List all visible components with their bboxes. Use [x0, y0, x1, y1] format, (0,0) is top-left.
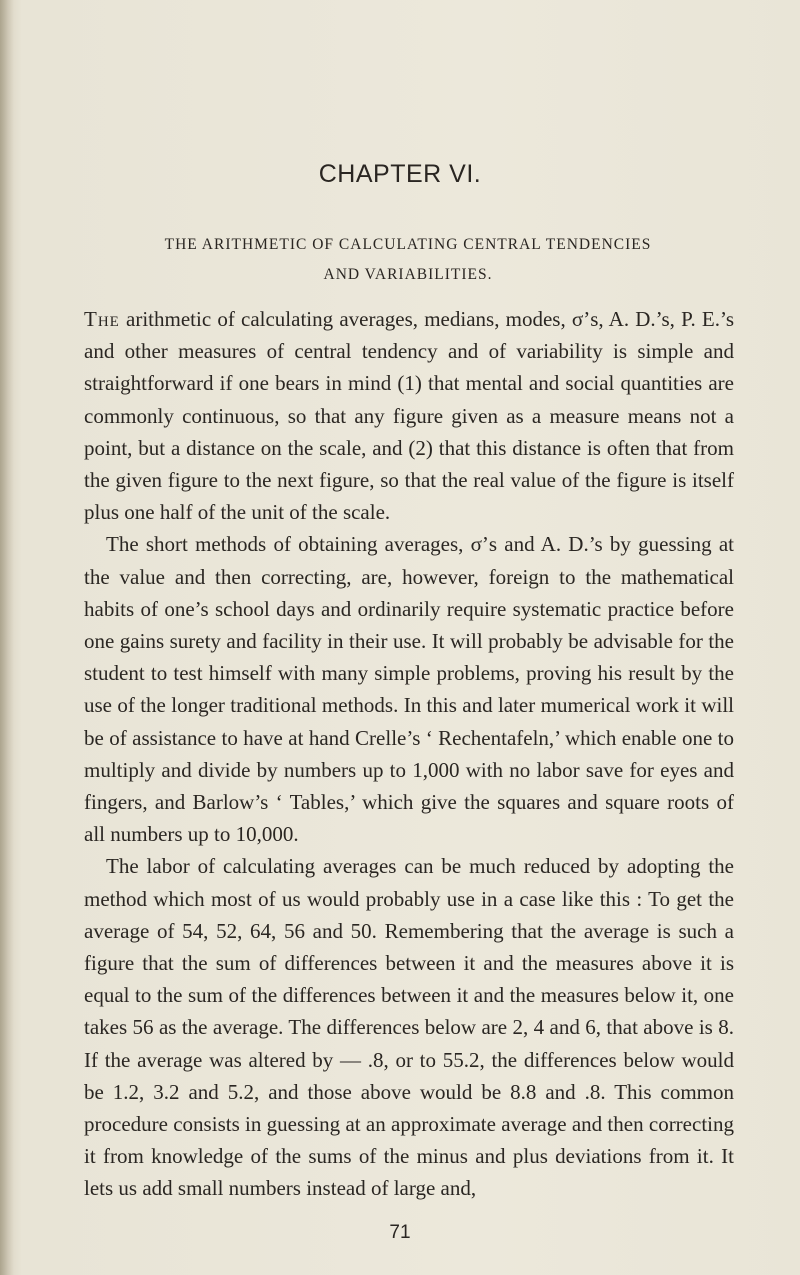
paragraph-3: The labor of calculating averages can be much reduced by adopting the method which most of us would probably use in a case like this : To get the average of 54, 52, 64, 56 and 50. Remembering that the average is such a figure that the sum of differences between it and the measures above it is equal to the sum of the differences between it and the measures below it, one takes 56 as the average. The differences below are 2, 4 and 6, that above is 8. If the average was altered by — .8, or to 55.2, the differences below would be 1.2, 3.2 and 5.2, and those above would be 8.8 and .8. This common procedure consists in guessing at an approximate average and then correcting it from knowledge of the sums of the minus and plus deviations from it. It lets us add small numbers instead of large and, [84, 854, 734, 1201]
paragraph-1-text: arithmetic of calculating averages, medians, modes, σ’s, A. D.’s, P. E.’s and other measures of central tendency and of variability is simple and straightforward if one bears in mind (1) that mental and social quantities are commonly continuous, so that any figure given as a measure means not a point, but a distance on the scale, and (2) that this distance is often that from the given figure to the next figure, so that the real value of the figure is itself plus one half of the unit of the scale. [84, 307, 734, 525]
section-title-line-1: THE ARITHMETIC OF CALCULATING CENTRAL TENDENCIES [164, 236, 652, 253]
page-number: 71 [389, 1222, 411, 1243]
paragraph-1 [84, 303, 734, 528]
section-title-line-2: AND VARIABILITIES. [323, 266, 493, 283]
body-text [84, 303, 734, 1205]
paragraph-1-lead: The [84, 307, 120, 331]
chapter-title: CHAPTER VI. [318, 160, 482, 188]
section-title [88, 230, 728, 290]
paragraph-2: The short methods of obtaining averages, σ’s and A. D.’s by guessing at the value and then correcting, are, however, foreign to the mathematical habits of one’s school days and ordinarily require systematic practice before one gains surety and facility in their use. It will probably be advisable for the student to test himself with many simple problems, proving his result by the use of the longer traditional methods. In this and later mumerical work it will be of assistance to have at hand Crelle’s ‘ Rechentafeln,’ which enable one to multiply and divide by numbers up to 1,000 with no labor save for eyes and fingers, and Barlow’s ‘ Tables,’ which give the squares and square roots of all numbers up to 10,000. [84, 532, 734, 847]
gutter-shadow [0, 0, 14, 1275]
